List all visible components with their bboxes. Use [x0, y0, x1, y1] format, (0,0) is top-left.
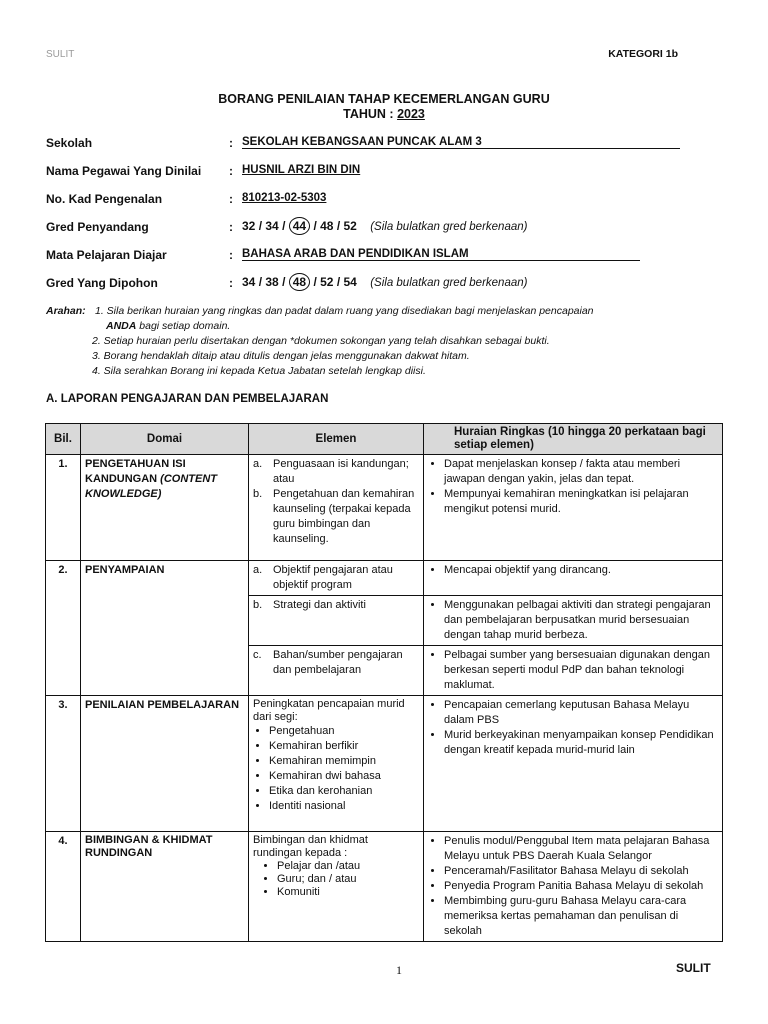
huraian-item: • Menggunakan pelbagai aktiviti dan strategi pengajaran dan pembelajaran berpusatkan murid bersesuaian dengan tahap murid berbeza. [444, 598, 718, 643]
gred-option: 38 [265, 275, 279, 289]
cell-bil: 1. [46, 455, 81, 561]
huraian-item: • Mencapai objektif yang dirancang. [444, 563, 718, 578]
value-nama: HUSNIL ARZI BIN DIN [242, 164, 361, 176]
year-value: 2023 [397, 107, 425, 121]
elemen-item [253, 487, 419, 547]
elemen-item: • Kemahiran dwi bahasa [269, 769, 419, 784]
gred-option: 32 [242, 219, 256, 233]
cell-huraian [424, 832, 723, 942]
elemen-marker: b. [253, 488, 263, 500]
header-huraian: Huraian Ringkas (10 hingga 20 perkataan bagi setiap elemen) [424, 424, 723, 455]
arahan-item-4: 4. Sila serahkan Borang ini kepada Ketua Jabatan setelah lengkap diisi. [92, 365, 426, 377]
colon: : [229, 164, 233, 178]
value-kp: 810213-02-5303 [242, 192, 327, 204]
label-sekolah: Sekolah [46, 136, 93, 150]
label-gred-dipohon: Gred Yang Dipohon [46, 276, 158, 290]
elemen-item: • Identiti nasional [269, 799, 419, 814]
cell-domai: PENILAIAN PEMBELAJARAN [81, 696, 249, 832]
huraian-item: • Penulis modul/Penggubal Item mata pelajaran Bahasa Melayu untuk PBS Daerah Kuala Selangor [444, 834, 718, 864]
huraian-item: • Mempunyai kemahiran meningkatkan isi pelajaran mengikut potensi murid. [444, 487, 718, 517]
gred-option: 52 [343, 219, 357, 233]
elemen-item: • Pengetahuan [269, 724, 419, 739]
table-row [46, 696, 723, 832]
cell-domai: PENYAMPAIAN [81, 561, 249, 696]
colon: : [229, 220, 233, 234]
header-bil: Bil. [46, 424, 81, 455]
elemen-text: Bahan/sumber pengajaran dan pembelajaran [273, 649, 403, 676]
label-gred-penyandang: Gred Penyandang [46, 220, 149, 234]
domai-em: (CONTENT KNOWLEDGE) [85, 473, 217, 500]
arahan-item-1-tail: bagi setiap domain. [139, 320, 231, 332]
elemen-item: • Pelajar dan /atau [277, 860, 419, 873]
colon: : [229, 136, 233, 150]
elemen-item [253, 563, 419, 593]
gred-dipohon-options: 34 / 38 / 48 / 52 / 54 (Sila bulatkan gred berkenaan) [242, 275, 528, 289]
huraian-item: • Penyedia Program Panitia Bahasa Melayu di sekolah [444, 879, 718, 894]
table-row [46, 561, 723, 596]
year-label: TAHUN : [343, 107, 398, 121]
gred-penyandang-options: 32 / 34 / 44 / 48 / 52 (Sila bulatkan gred berkenaan) [242, 219, 528, 233]
huraian-item: • Dapat menjelaskan konsep / fakta atau memberi jawapan dengan yakin, jelas dan tepat. [444, 457, 718, 487]
elemen-text: Penguasaan isi kandungan; atau [273, 458, 409, 485]
cell-elemen [249, 696, 424, 832]
gred-option: 34 [265, 219, 279, 233]
colon: : [229, 192, 233, 206]
gred-note: (Sila bulatkan gred berkenaan) [370, 221, 528, 233]
elemen-text: Pengetahuan dan kemahiran kaunseling (terpakai kepada guru bimbingan dan kaunseling. [273, 488, 415, 545]
huraian-item: • Pelbagai sumber yang bersesuaian digunakan dengan berkesan seperti modul PdP dan bahan teknologi maklumat. [444, 648, 718, 693]
elemen-item: • Kemahiran memimpin [269, 754, 419, 769]
cell-huraian [424, 455, 723, 561]
gred-option: 52 [320, 275, 334, 289]
cell-domai: BIMBINGAN & KHIDMAT RUNDINGAN [81, 832, 249, 942]
section-a-title: A. LAPORAN PENGAJARAN DAN PEMBELAJARAN [46, 393, 329, 405]
label-kp: No. Kad Pengenalan [46, 192, 163, 206]
elemen-item: • Kemahiran berfikir [269, 739, 419, 754]
elemen-intro: Peningkatan pencapaian murid dari segi: [253, 698, 405, 723]
elemen-item: • Etika dan kerohanian [269, 784, 419, 799]
elemen-text: Objektif pengajaran atau objektif program [273, 564, 393, 591]
colon: : [229, 248, 233, 262]
huraian-item: • Membimbing guru-guru Bahasa Melayu cara-cara memeriksa kertas pemahaman dan penulisan di sekolah [444, 894, 718, 939]
cell-elemen [249, 832, 424, 942]
elemen-marker: a. [253, 564, 263, 576]
arahan-anda: ANDA [106, 320, 137, 332]
cell-bil: 4. [46, 832, 81, 942]
elemen-item [253, 457, 419, 487]
gred-note: (Sila bulatkan gred berkenaan) [370, 277, 528, 289]
gred-option: 34 [242, 275, 256, 289]
gred-option-selected[interactable]: 44 [289, 217, 310, 235]
cell-huraian [424, 696, 723, 832]
cell-elemen [249, 455, 424, 561]
value-mata-pelajaran: BAHASA ARAB DAN PENDIDIKAN ISLAM [242, 248, 469, 260]
header-elemen: Elemen [249, 424, 424, 455]
arahan-item-3: 3. Borang hendaklah ditaip atau ditulis dengan jelas menggunakan dakwat hitam. [92, 350, 470, 362]
table-header-row [46, 424, 723, 455]
colon: : [229, 276, 233, 290]
elemen-text: Strategi dan aktiviti [273, 599, 366, 611]
form-year [0, 107, 768, 121]
footer-sulit: SULIT [676, 961, 711, 975]
arahan-label: Arahan: [46, 305, 86, 317]
huraian-item: • Penceramah/Fasilitator Bahasa Melayu di sekolah [444, 864, 718, 879]
cell-huraian [424, 646, 723, 696]
elemen-item: • Guru; dan / atau [277, 873, 419, 886]
elemen-item [253, 648, 419, 678]
value-sekolah: SEKOLAH KEBANGSAAN PUNCAK ALAM 3 [242, 136, 482, 148]
cell-huraian [424, 596, 723, 646]
elemen-item [253, 598, 419, 613]
label-nama: Nama Pegawai Yang Dinilai [46, 164, 202, 178]
huraian-item: • Pencapaian cemerlang keputusan Bahasa Melayu dalam PBS [444, 698, 718, 728]
elemen-marker: a. [253, 458, 263, 470]
domai-text: PENGETAHUAN ISI KANDUNGAN [85, 458, 186, 485]
label-mata-pelajaran: Mata Pelajaran Diajar [46, 248, 167, 262]
page-number: 1 [396, 963, 402, 977]
gred-option: 48 [320, 219, 334, 233]
cell-bil: 2. [46, 561, 81, 696]
arahan-item-2: 2. Setiap huraian perlu disertakan dengan *dokumen sokongan yang telah disahkan sebagai bukti. [92, 335, 550, 347]
elemen-intro: Bimbingan dan khidmat rundingan kepada : [253, 834, 368, 859]
elemen-item: • Komuniti [277, 886, 419, 899]
arahan-item-1-cont [106, 319, 230, 334]
cell-elemen [249, 646, 424, 696]
form-title: BORANG PENILAIAN TAHAP KECEMERLANGAN GURU [218, 92, 550, 106]
header-kategori: KATEGORI 1b [608, 48, 678, 60]
table-row [46, 455, 723, 561]
cell-bil: 3. [46, 696, 81, 832]
cell-elemen [249, 561, 424, 596]
gred-option-selected[interactable]: 48 [289, 273, 310, 291]
arahan-item-1: 1. Sila berikan huraian yang ringkas dan padat dalam ruang yang disediakan bagi menjelaskan pencapaian [95, 305, 594, 317]
header-domai: Domai [81, 424, 249, 455]
elemen-marker: b. [253, 599, 263, 611]
laporan-table [45, 423, 723, 942]
underline-mata-pelajaran [242, 260, 640, 261]
cell-elemen [249, 596, 424, 646]
underline-sekolah [242, 148, 680, 149]
cell-huraian [424, 561, 723, 596]
table-row [46, 832, 723, 942]
huraian-item: • Murid berkeyakinan menyampaikan konsep Pendidikan dengan kreatif kepada murid-murid lain [444, 728, 718, 758]
elemen-marker: c. [253, 649, 262, 661]
gred-option: 54 [343, 275, 357, 289]
header-sulit: SULIT [46, 49, 75, 60]
cell-domai [81, 455, 249, 561]
